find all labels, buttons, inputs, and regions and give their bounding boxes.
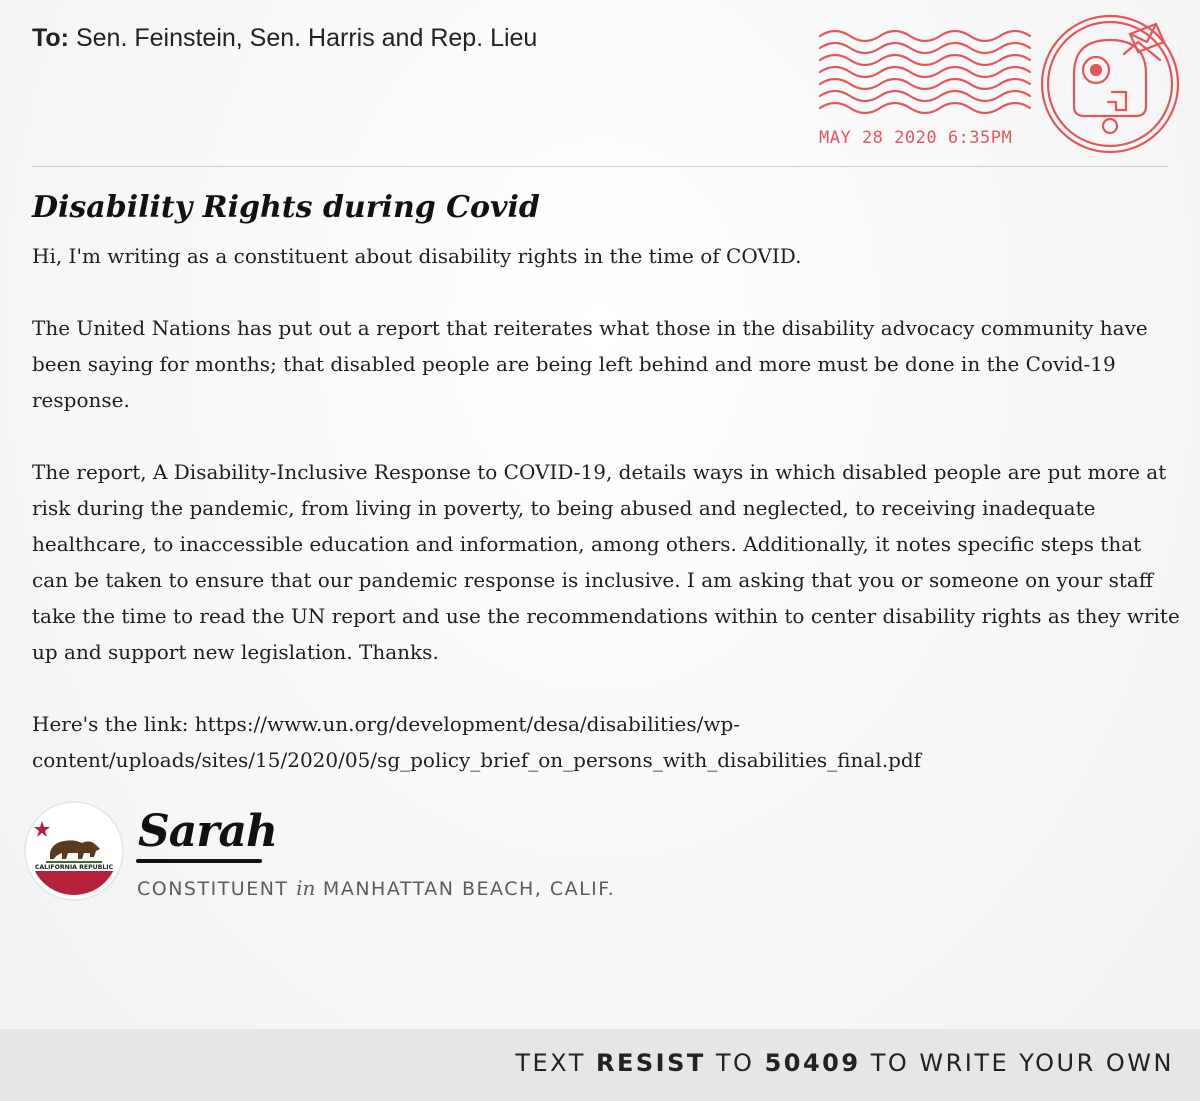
recipients: Sen. Feinstein, Sen. Harris and Rep. Lieu	[75, 24, 538, 52]
signature-underline	[136, 858, 262, 864]
letter-paragraph: Hi, I'm writing as a constituent about disability rights in the time of COVID.	[32, 244, 802, 268]
footer-text-part: TO	[705, 1049, 765, 1077]
signer-role: CONSTITUENT	[137, 878, 289, 900]
california-bear-flag-icon	[24, 801, 124, 901]
footer-cta	[515, 1049, 1174, 1077]
recipient-line	[32, 24, 537, 53]
signer-location: MANHATTAN BEACH, CALIF.	[322, 878, 616, 900]
header-divider	[32, 166, 1168, 167]
letter-paragraph: The United Nations has put out a report that reiterates what those in the disability advocacy community have been saying for months; that disabled people are being left behind and more must be done in the Covid-19 response.	[32, 316, 1148, 412]
signer-byline	[137, 876, 615, 900]
footer-banner	[0, 1029, 1200, 1101]
letter-subject: Disability Rights during Covid	[32, 190, 540, 225]
to-label: To:	[32, 24, 70, 52]
footer-text-part: TO WRITE YOUR OWN	[860, 1049, 1174, 1077]
byline-connector: in	[296, 876, 316, 900]
footer-keyword: RESIST	[596, 1049, 706, 1077]
letter-body	[32, 238, 1182, 778]
footer-text-part: TEXT	[515, 1049, 596, 1077]
stamp-date: MAY 28 2020 6:35PM	[819, 128, 1013, 148]
letter-link-paragraph: Here's the link: https://www.un.org/development/desa/disabilities/wp-content/uploads/sites/15/2020/05/sg_policy_brief_on_persons_with_disabilities_final.pdf	[32, 712, 922, 772]
footer-number: 50409	[764, 1049, 861, 1077]
signature: Sarah	[138, 806, 277, 857]
letter-paragraph: The report, A Disability-Inclusive Response to COVID-19, details ways in which disabled people are put more at risk during the pandemic, from living in poverty, to being abused and neglected, to receiving inadequate healthcare, to inaccessible education and information, among others. Additionally, it notes specific steps that can be taken to ensure that our pandemic response is inclusive. I am asking that you or someone on your staff take the time to read the UN report and use the recommendations within to center disability rights as they write up and support new legislation. Thanks.	[32, 460, 1180, 664]
svg-text:CALIFORNIA REPUBLIC: CALIFORNIA REPUBLIC	[34, 864, 114, 871]
